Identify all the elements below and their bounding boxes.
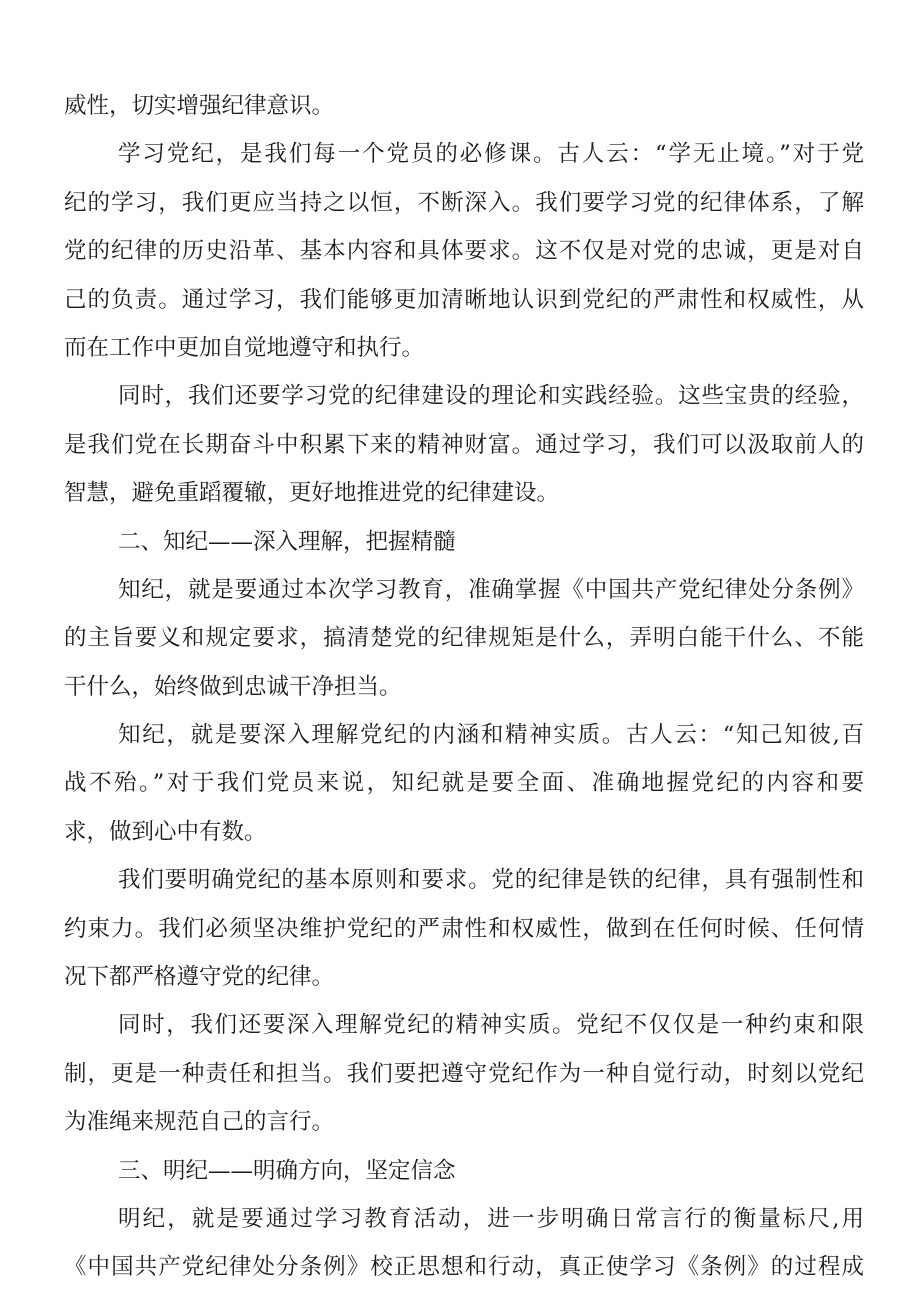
text-line: 而在工作中更加自觉地遵守和执行。 [64, 334, 425, 361]
text-line: 己的负责。通过学习，我们能够更加清晰地认识到党纪的严肃性和权威性，从 [64, 286, 864, 313]
text-line: 的主旨要义和规定要求，搞清楚党的纪律规矩是什么，弄明白能干什么、不能 [64, 625, 864, 652]
text-line: 纪的学习，我们更应当持之以恒，不断深入。我们要学习党的纪律体系，了解 [64, 189, 864, 216]
text-line: 战不殆。”对于我们党员来说，知纪就是要全面、准确地握党纪的内容和要 [64, 770, 864, 797]
section-heading: 二、知纪——深入理解，把握精髓 [118, 528, 456, 555]
text-line: 为准绳来规范自己的言行。 [64, 1109, 335, 1136]
text-line: 是我们党在长期奋斗中积累下来的精神财富。通过学习，我们可以汲取前人的 [64, 431, 864, 458]
text-line: 况下都严格遵守党的纪律。 [64, 964, 335, 991]
text-line: 制，更是一种责任和担当。我们要把遵守党纪作为一种自觉行动，时刻以党纪 [64, 1060, 864, 1087]
paragraph-first-line: 知纪，就是要通过本次学习教育，准确掌握《中国共产党纪律处分条例》 [118, 576, 864, 603]
paragraph-first-line: 我们要明确党纪的基本原则和要求。党的纪律是铁的纪律，具有强制性和 [118, 867, 864, 894]
paragraph-first-line: 同时，我们还要深入理解党纪的精神实质。党纪不仅仅是一种约束和限 [118, 1012, 864, 1039]
text-line: 求，做到心中有数。 [64, 818, 267, 845]
paragraph-first-line: 知纪，就是要深入理解党纪的内涵和精神实质。古人云：“知己知彼,百 [118, 722, 864, 749]
document-body [64, 82, 864, 1292]
text-line: 干什么，始终做到忠诚干净担当。 [64, 673, 402, 700]
text-line: 威性，切实增强纪律意识。 [64, 93, 335, 119]
section-heading: 三、明纪——明确方向，坚定信念 [118, 1157, 456, 1184]
paragraph-first-line: 学习党纪，是我们每一个党员的必修课。古人云：“学无止境。”对于党 [118, 141, 864, 168]
text-line: 《中国共产党纪律处分条例》校正思想和行动，真正使学习《条例》的过程成 [64, 1254, 864, 1281]
text-line: 党的纪律的历史沿革、基本内容和具体要求。这不仅是对党的忠诚，更是对自 [64, 238, 864, 265]
text-line: 智慧，避免重蹈覆辙，更好地推进党的纪律建设。 [64, 480, 560, 507]
paragraph-first-line: 明纪，就是要通过学习教育活动，进一步明确日常言行的衡量标尺,用 [118, 1205, 864, 1232]
text-line: 约束力。我们必须坚决维护党纪的严肃性和权威性，做到在任何时候、任何情 [64, 915, 864, 942]
paragraph-first-line: 同时，我们还要学习党的纪律建设的理论和实践经验。这些宝贵的经验， [118, 383, 864, 410]
